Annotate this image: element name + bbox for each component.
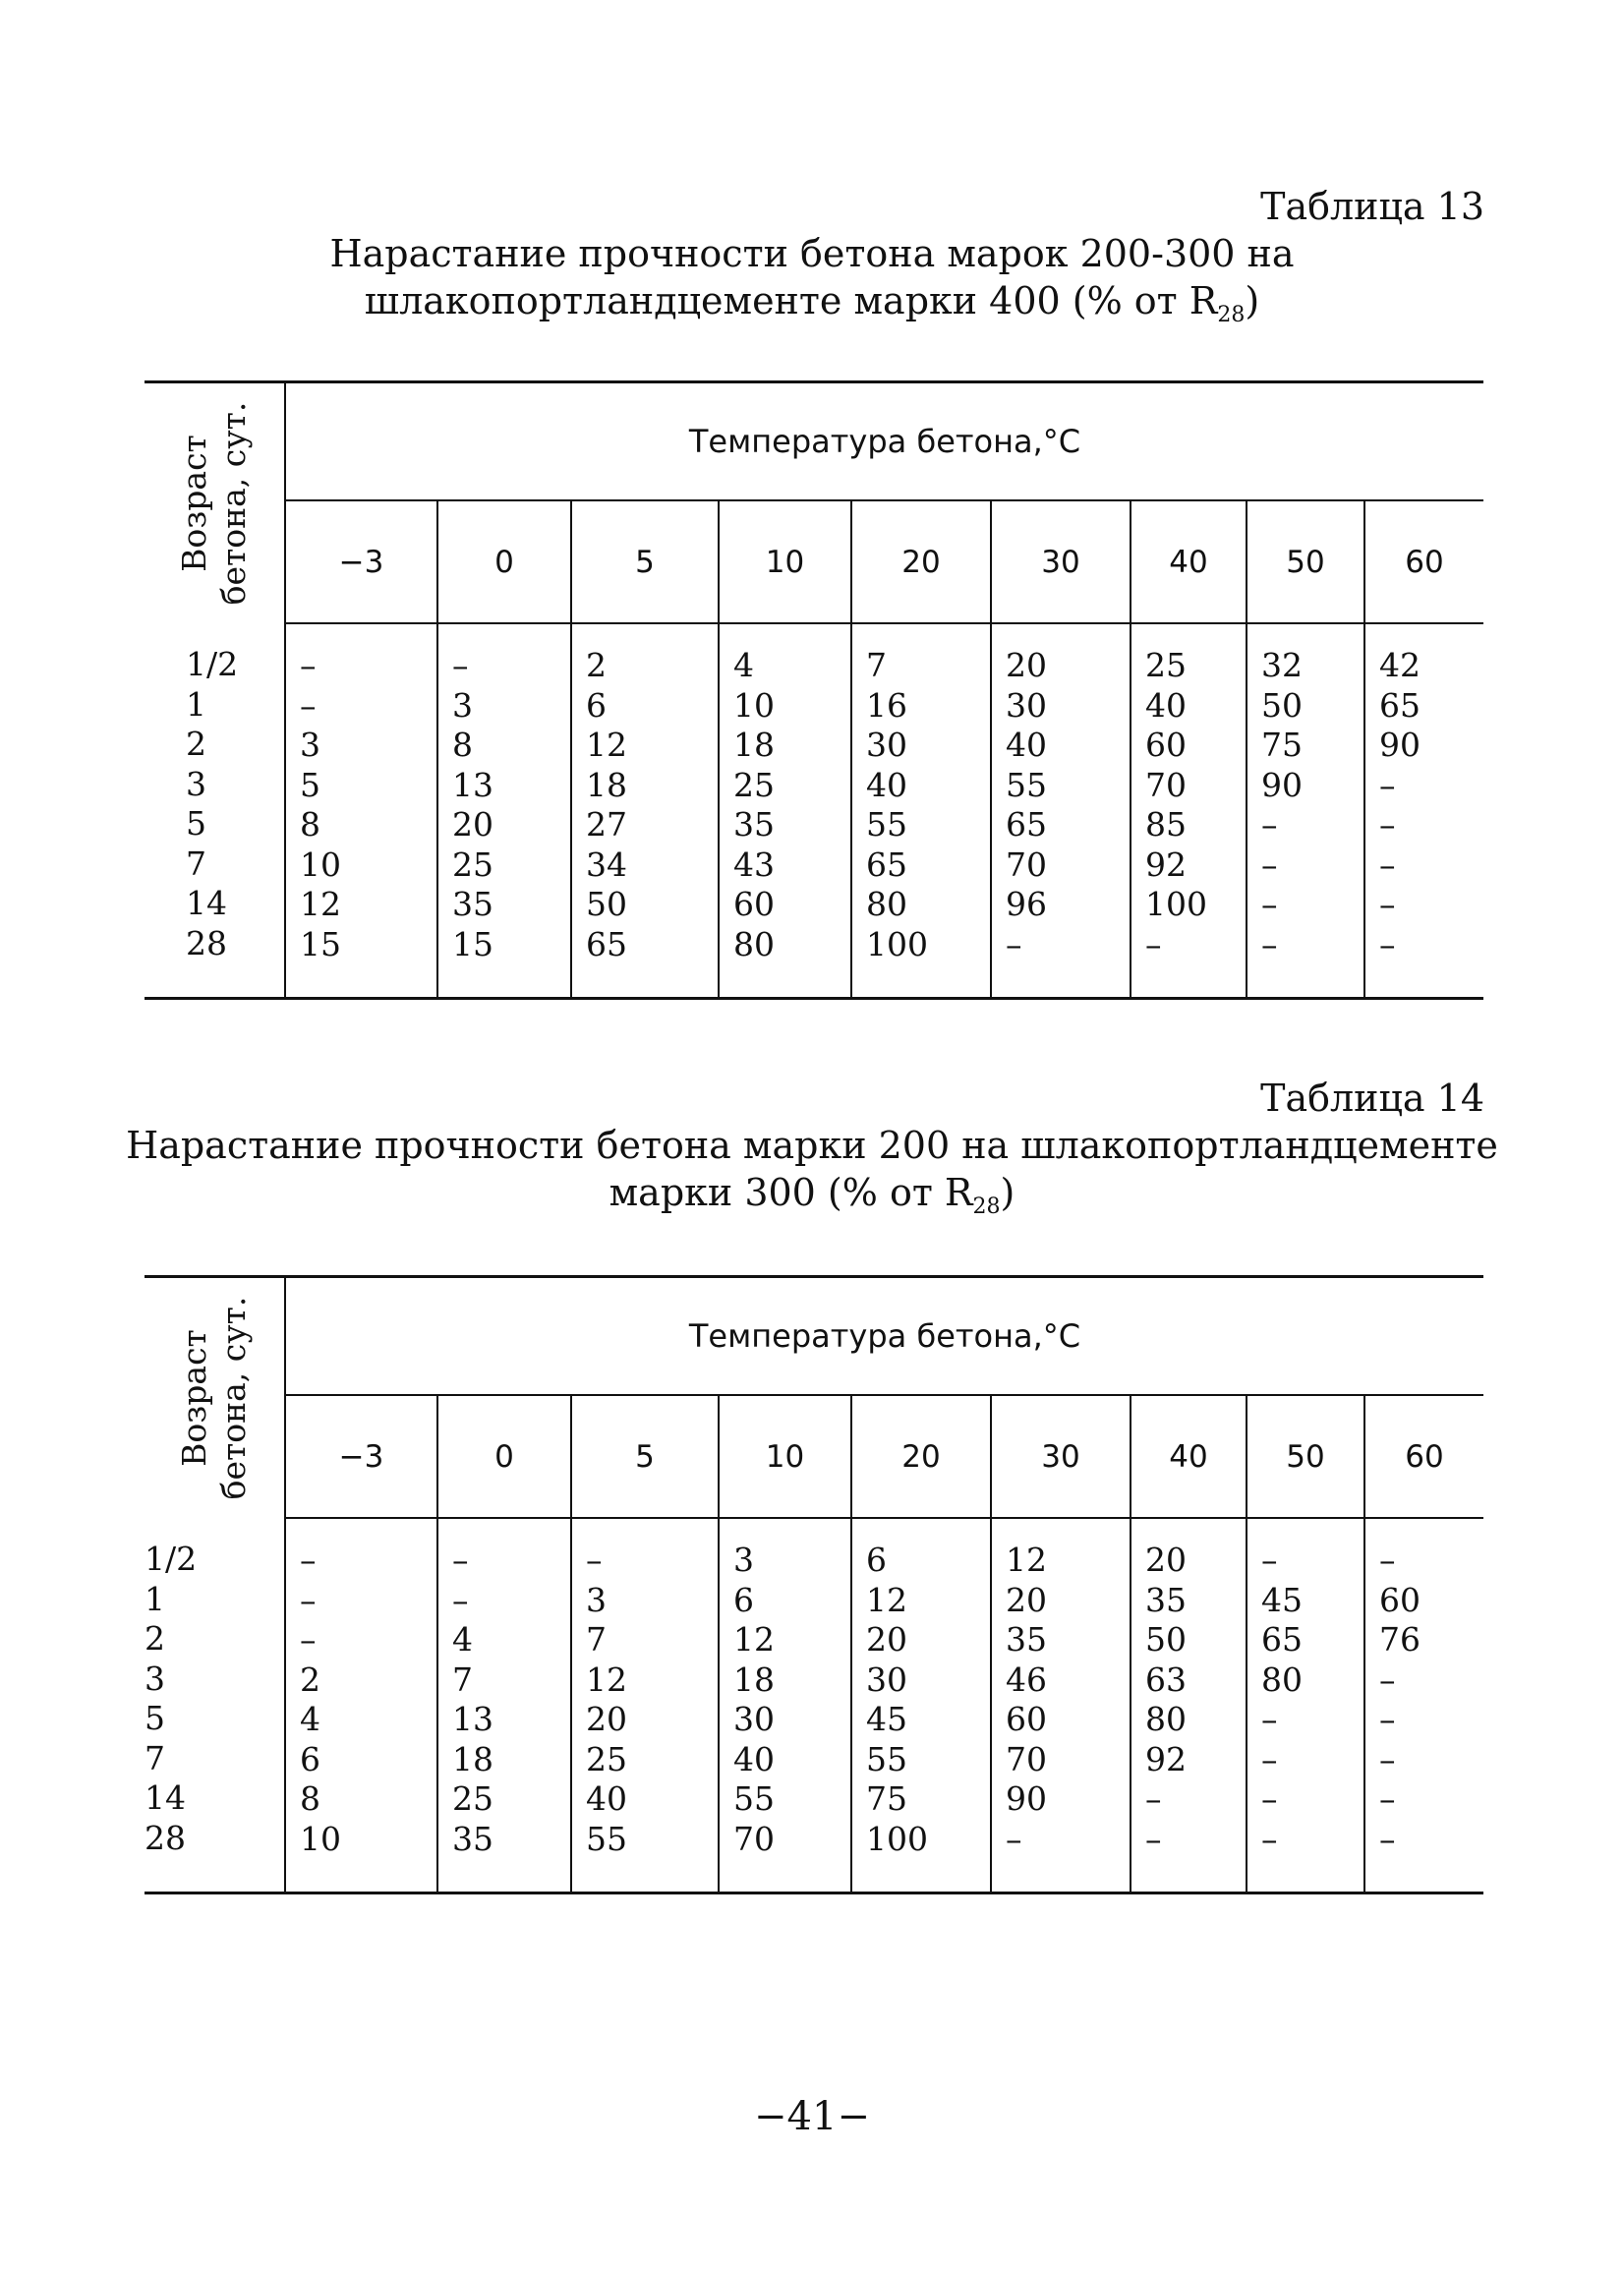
col-header: 50 xyxy=(1247,1395,1364,1518)
table-cell: 35 xyxy=(733,805,775,844)
age-column xyxy=(145,623,285,999)
table-cell: 18 xyxy=(586,765,627,804)
value-column xyxy=(571,1518,719,1893)
table-cell: 20 xyxy=(866,1620,907,1659)
age-column xyxy=(145,1518,285,1893)
value-column xyxy=(1364,1518,1483,1893)
table-cell: 12 xyxy=(300,885,341,923)
col-header: 0 xyxy=(437,1395,571,1518)
table-cell: – xyxy=(1379,924,1396,963)
value-column xyxy=(719,1518,851,1893)
table-cell: – xyxy=(1261,844,1278,884)
table-cell: 7 xyxy=(452,1660,473,1699)
table-cell: – xyxy=(1006,1819,1022,1858)
table-cell: 16 xyxy=(866,685,907,725)
col-header: 20 xyxy=(851,1395,991,1518)
col-header: 10 xyxy=(719,500,851,623)
value-column xyxy=(1364,623,1483,999)
table-cell: 100 xyxy=(866,924,928,963)
table-cell: – xyxy=(1261,924,1278,963)
table-cell: 12 xyxy=(586,726,627,764)
table-cell: – xyxy=(1379,885,1396,923)
table-cell: 90 xyxy=(1006,1779,1047,1818)
table-cell: 10 xyxy=(300,1819,341,1858)
table-cell: 40 xyxy=(866,765,907,804)
table-cell: – xyxy=(300,646,317,684)
col-header: 30 xyxy=(991,500,1131,623)
table-cell: 2 xyxy=(186,725,206,763)
table-cell: 2 xyxy=(586,646,607,684)
table-cell: 6 xyxy=(733,1580,754,1619)
temperature-columns xyxy=(145,500,1483,623)
table-cell: – xyxy=(300,1620,317,1659)
table-cell: 46 xyxy=(1006,1660,1047,1699)
table-cell: 70 xyxy=(733,1819,775,1858)
table-cell: 5 xyxy=(145,1699,165,1737)
age-header: Возраст бетона, сут. xyxy=(145,1277,285,1519)
table-cell: 55 xyxy=(586,1819,627,1858)
table-cell: 15 xyxy=(452,924,493,963)
table-cell: 7 xyxy=(586,1620,607,1659)
table-cell: 65 xyxy=(1379,685,1421,725)
table-cell: 20 xyxy=(1145,1541,1187,1579)
table-cell: 8 xyxy=(300,1779,320,1818)
table-cell: 30 xyxy=(866,726,907,764)
table-cell: 65 xyxy=(1261,1620,1303,1659)
table-cell: 50 xyxy=(1145,1620,1187,1659)
table-cell: – xyxy=(1006,924,1022,963)
value-column xyxy=(285,623,437,999)
table-14 xyxy=(145,1275,1483,1894)
table-cell: 2 xyxy=(145,1619,165,1658)
table-cell: 6 xyxy=(300,1739,320,1778)
table-cell: 55 xyxy=(866,1739,907,1778)
col-header: 50 xyxy=(1247,500,1364,623)
temperature-header: Температура бетона,°С xyxy=(285,382,1483,501)
temperature-columns xyxy=(145,1395,1483,1518)
value-column xyxy=(437,1518,571,1893)
table-cell: 70 xyxy=(1006,1739,1047,1778)
table-cell: 1 xyxy=(145,1579,165,1618)
table-cell: 3 xyxy=(733,1541,754,1579)
table-cell: 85 xyxy=(1145,805,1187,844)
table-cell: 50 xyxy=(586,885,627,923)
col-header: 60 xyxy=(1364,1395,1483,1518)
table-cell: 8 xyxy=(452,726,473,764)
table-cell: 3 xyxy=(452,685,473,725)
table-cell: – xyxy=(1379,1819,1396,1858)
col-header: 20 xyxy=(851,500,991,623)
table-cell: 27 xyxy=(586,805,627,844)
table-cell: 13 xyxy=(452,765,493,804)
table-cell: 42 xyxy=(1379,646,1421,684)
table-cell: 18 xyxy=(452,1739,493,1778)
table-cell: 90 xyxy=(1261,765,1303,804)
table-cell: 10 xyxy=(300,844,341,884)
value-column xyxy=(285,1518,437,1893)
table-cell: 18 xyxy=(733,726,775,764)
value-column xyxy=(719,623,851,999)
table-14-title-line2: марки 300 (% от $R_{28}$) xyxy=(609,1171,1015,1219)
table-cell: 60 xyxy=(1006,1700,1047,1738)
table-cell: 70 xyxy=(1145,765,1187,804)
age-header: Возраст бетона, сут. xyxy=(145,382,285,624)
table-cell: – xyxy=(1379,1541,1396,1579)
col-header: −3 xyxy=(285,1395,437,1518)
table-cell: 1 xyxy=(186,684,206,724)
table-cell: 96 xyxy=(1006,885,1047,923)
table-body xyxy=(145,623,1483,999)
value-column xyxy=(851,1518,991,1893)
table-cell: 63 xyxy=(1145,1660,1187,1699)
table-cell: 8 xyxy=(300,805,320,844)
table-cell: 55 xyxy=(1006,765,1047,804)
table-cell: 3 xyxy=(186,764,206,803)
table-cell: – xyxy=(1261,1779,1278,1818)
table-cell: – xyxy=(1145,1779,1162,1818)
table-cell: – xyxy=(1379,1660,1396,1699)
table-14-title-line1: Нарастание прочности бетона марки 200 на шлакопортландцементе xyxy=(126,1124,1498,1167)
table-cell: 70 xyxy=(1006,844,1047,884)
table-cell: 25 xyxy=(452,844,493,884)
table-cell: 13 xyxy=(452,1700,493,1738)
table-cell: 65 xyxy=(1006,805,1047,844)
table-cell: 1/2 xyxy=(145,1540,198,1578)
table-cell: 55 xyxy=(866,805,907,844)
table-cell: 30 xyxy=(1006,685,1047,725)
table-body xyxy=(145,1518,1483,1893)
temperature-header: Температура бетона,°С xyxy=(285,1277,1483,1396)
table-cell: 80 xyxy=(733,924,775,963)
value-column xyxy=(1131,623,1247,999)
value-column xyxy=(991,623,1131,999)
table-cell: 60 xyxy=(1145,726,1187,764)
table-cell: 3 xyxy=(586,1580,607,1619)
table-cell: 7 xyxy=(145,1738,165,1777)
table-cell: 25 xyxy=(452,1779,493,1818)
table-cell: 30 xyxy=(733,1700,775,1738)
table-13-title-line2: шлакопортландцементе марки 400 (% от $R_{28}$) xyxy=(364,279,1260,327)
table-cell: – xyxy=(586,1541,603,1579)
table-cell: – xyxy=(1379,1739,1396,1778)
table-cell: 5 xyxy=(300,765,320,804)
table-cell: 34 xyxy=(586,844,627,884)
table-cell: – xyxy=(1261,885,1278,923)
table-cell: 14 xyxy=(186,884,227,922)
table-cell: – xyxy=(1261,805,1278,844)
table-cell: – xyxy=(1379,844,1396,884)
table-cell: – xyxy=(1261,1819,1278,1858)
table-cell: 7 xyxy=(186,844,206,883)
table-cell: 6 xyxy=(866,1541,887,1579)
table-cell: 40 xyxy=(733,1739,775,1778)
table-cell: 1/2 xyxy=(186,645,239,683)
table-cell: 25 xyxy=(1145,646,1187,684)
table-cell: 12 xyxy=(586,1660,627,1699)
col-header: 0 xyxy=(437,500,571,623)
table-cell: 80 xyxy=(1261,1660,1303,1699)
table-cell: 4 xyxy=(733,646,754,684)
col-header: 5 xyxy=(571,500,719,623)
table-cell: – xyxy=(452,1541,469,1579)
table-cell: – xyxy=(1379,1779,1396,1818)
table-cell: 45 xyxy=(1261,1580,1303,1619)
table-cell: 20 xyxy=(1006,1580,1047,1619)
table-cell: 90 xyxy=(1379,726,1421,764)
page-number: −41− xyxy=(754,2094,870,2139)
col-header: 5 xyxy=(571,1395,719,1518)
table-cell: 4 xyxy=(300,1700,320,1738)
table-cell: 20 xyxy=(452,805,493,844)
table-cell: 35 xyxy=(452,1819,493,1858)
table-cell: 6 xyxy=(586,685,607,725)
table-cell: 80 xyxy=(1145,1700,1187,1738)
table-cell: 75 xyxy=(866,1779,907,1818)
table-cell: 12 xyxy=(1006,1541,1047,1579)
table-cell: 5 xyxy=(186,804,206,843)
table-cell: 100 xyxy=(1145,885,1207,923)
table-13-title-line1: Нарастание прочности бетона марок 200-300 на xyxy=(329,232,1295,275)
table-cell: – xyxy=(1261,1700,1278,1738)
table-cell: 30 xyxy=(866,1660,907,1699)
table-cell: 18 xyxy=(733,1660,775,1699)
table-cell: 7 xyxy=(866,646,887,684)
table-cell: 50 xyxy=(1261,685,1303,725)
table-cell: 92 xyxy=(1145,844,1187,884)
table-cell: 65 xyxy=(866,844,907,884)
table-cell: 32 xyxy=(1261,646,1303,684)
table-cell: 45 xyxy=(866,1700,907,1738)
table-cell: 25 xyxy=(733,765,775,804)
table-cell: – xyxy=(300,685,317,725)
table-14-label: Таблица 14 xyxy=(1260,1077,1484,1120)
table-cell: 3 xyxy=(145,1659,165,1698)
col-header: 60 xyxy=(1364,500,1483,623)
table-13-label: Таблица 13 xyxy=(1260,185,1484,228)
table-cell: – xyxy=(300,1541,317,1579)
table-cell: 2 xyxy=(300,1660,320,1699)
value-column xyxy=(991,1518,1131,1893)
value-column xyxy=(1247,1518,1364,1893)
value-column xyxy=(437,623,571,999)
table-cell: – xyxy=(452,1580,469,1619)
col-header: −3 xyxy=(285,500,437,623)
col-header: 40 xyxy=(1131,500,1247,623)
table-13 xyxy=(145,380,1483,1000)
table-cell: 55 xyxy=(733,1779,775,1818)
table-cell: 43 xyxy=(733,844,775,884)
table-cell: 20 xyxy=(586,1700,627,1738)
table-cell: – xyxy=(1379,1700,1396,1738)
table-cell: 14 xyxy=(145,1778,186,1817)
table-cell: – xyxy=(1145,924,1162,963)
table-cell: – xyxy=(452,646,469,684)
table-cell: 60 xyxy=(733,885,775,923)
table-cell: – xyxy=(300,1580,317,1619)
value-column xyxy=(1131,1518,1247,1893)
table-cell: 35 xyxy=(452,885,493,923)
col-header: 40 xyxy=(1131,1395,1247,1518)
table-cell: 20 xyxy=(1006,646,1047,684)
table-cell: 92 xyxy=(1145,1739,1187,1778)
table-cell: – xyxy=(1145,1819,1162,1858)
table-cell: 40 xyxy=(1006,726,1047,764)
table-cell: 75 xyxy=(1261,726,1303,764)
col-header: 10 xyxy=(719,1395,851,1518)
table-cell: 15 xyxy=(300,924,341,963)
value-column xyxy=(1247,623,1364,999)
table-cell: 40 xyxy=(586,1779,627,1818)
table-cell: 60 xyxy=(1379,1580,1421,1619)
table-cell: 28 xyxy=(186,923,227,962)
col-header: 30 xyxy=(991,1395,1131,1518)
table-cell: 3 xyxy=(300,726,320,764)
table-cell: – xyxy=(1261,1541,1278,1579)
table-cell: 25 xyxy=(586,1739,627,1778)
table-cell: – xyxy=(1379,765,1396,804)
table-cell: 76 xyxy=(1379,1620,1421,1659)
table-cell: 4 xyxy=(452,1620,473,1659)
table-cell: – xyxy=(1379,805,1396,844)
value-column xyxy=(571,623,719,999)
table-cell: – xyxy=(1261,1739,1278,1778)
table-cell: 10 xyxy=(733,685,775,725)
value-column xyxy=(851,623,991,999)
table-cell: 12 xyxy=(866,1580,907,1619)
table-cell: 100 xyxy=(866,1819,928,1858)
table-cell: 65 xyxy=(586,924,627,963)
table-cell: 35 xyxy=(1006,1620,1047,1659)
table-cell: 40 xyxy=(1145,685,1187,725)
table-cell: 35 xyxy=(1145,1580,1187,1619)
table-cell: 28 xyxy=(145,1818,186,1857)
table-cell: 12 xyxy=(733,1620,775,1659)
table-cell: 80 xyxy=(866,885,907,923)
